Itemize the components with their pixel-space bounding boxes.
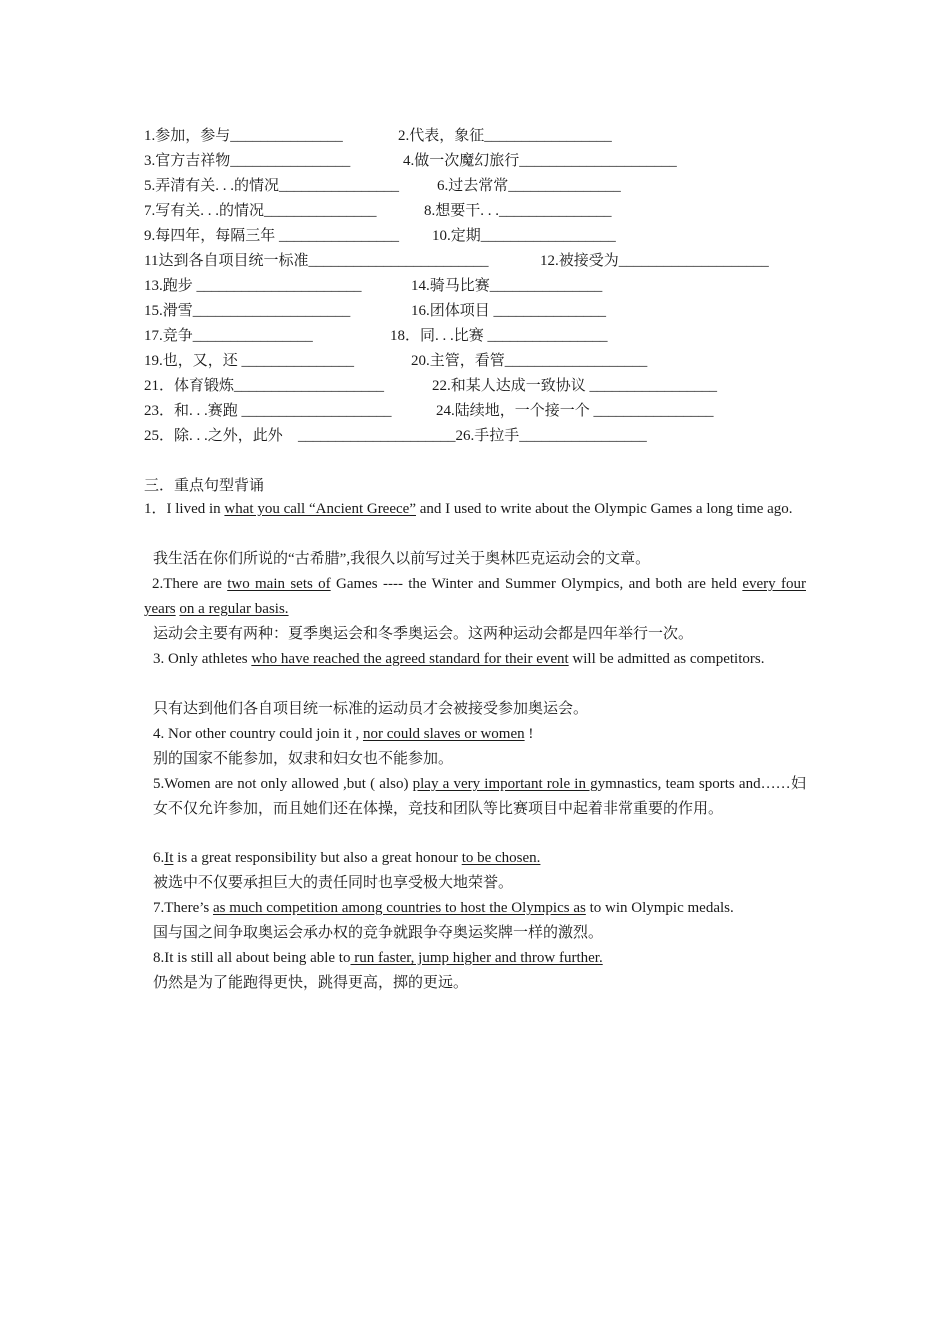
vocab-item: 20.主管，看管___________________ (411, 353, 648, 369)
vocab-item: 22.和某人达成一致协议 _________________ (432, 378, 718, 394)
vocab-item: _____________________26.手拉手_________________ (298, 428, 647, 444)
sentence-text: is a great responsibility but also a great honour (173, 850, 462, 866)
sentence-text: 3. Only athletes (153, 651, 252, 667)
vocab-item: 9.每四年，每隔三年 ________________ (144, 228, 400, 244)
underlined-phrase: to be chosen. (461, 850, 541, 866)
translation-8: 仍然是为了能跑得更快，跳得更高，掷的更远。 (153, 975, 469, 991)
vocab-item: 15.滑雪_____________________ (144, 303, 351, 319)
underlined-phrase: two main sets of (227, 576, 331, 592)
vocab-item: 5.弄清有关. . .的情况________________ (144, 178, 400, 194)
sentence-text: 7.There’s (153, 900, 213, 916)
underlined-phrase: every four years (144, 576, 806, 617)
translation-2: 运动会主要有两种：夏季奥运会和冬季奥运会。这两种运动会都是四年举行一次。 (153, 626, 694, 642)
translation-4: 别的国家不能参加，奴隶和妇女也不能参加。 (153, 751, 454, 767)
vocab-item: 21．体育锻炼____________________ (144, 378, 385, 394)
vocab-item: 7.写有关. . .的情况_______________ (144, 203, 377, 219)
translation-3: 只有达到他们各自项目统一标准的运动员才会被接受参加奥运会。 (153, 701, 589, 717)
sentence-text: 2.There are (152, 576, 228, 592)
sentence-1 (144, 497, 806, 522)
sentence-text: will be admitted as competitors. (568, 651, 765, 667)
vocab-item: 13.跑步 ______________________ (144, 278, 362, 294)
translation-7: 国与国之间争取奥运会承办权的竞争就跟争夺奥运奖牌一样的激烈。 (153, 925, 604, 941)
sentence-7 (153, 896, 813, 921)
sentence-3 (153, 647, 806, 672)
vocab-item: 16.团体项目 _______________ (411, 303, 607, 319)
sentence-text: 1．I lived in (144, 501, 225, 517)
vocab-item: 23．和. . .赛跑 ____________________ (144, 403, 392, 419)
vocab-item: 4.做一次魔幻旅行_____________________ (403, 153, 677, 169)
sentence-text: 5.Women are not only allowed ,but ( also) (153, 776, 413, 792)
sentence-5 (153, 772, 806, 822)
sentence-text: 4. Nor other country could join it , (153, 726, 363, 742)
sentence-text: Games ---- the Winter and Summer Olympics, and both are held (330, 576, 743, 592)
vocab-item: 1.参加，参与_______________ (144, 128, 343, 144)
vocab-item: 6.过去常常_______________ (437, 178, 621, 194)
vocab-item: 18．同. . .比赛 ________________ (390, 328, 608, 344)
underlined-phrase: as much competition among countries to host the Olympics as (212, 900, 586, 916)
underlined-phrase: nor could slaves or women (362, 726, 525, 742)
sentence-4 (153, 722, 815, 747)
sentence-text: and I used to write about the Olympic Games a long time ago. (415, 501, 793, 517)
underlined-phrase: run faster, jump higher and throw further. (350, 950, 603, 966)
vocab-item: 14.骑马比赛_______________ (411, 278, 603, 294)
underlined-phrase: play a very important role in g (412, 776, 598, 792)
sentence-text: 6. (153, 850, 165, 866)
vocab-item: 24.陆续地，一个接一个 ________________ (436, 403, 714, 419)
underlined-phrase: who have reached the agreed standard for their event (251, 651, 569, 667)
sentence-8 (153, 946, 815, 971)
underlined-phrase: on a regular basis. (179, 601, 289, 617)
sentence-6 (153, 846, 815, 871)
translation-1: 我生活在你们所说的“古希腊”,我很久以前写过关于奥林匹克运动会的文章。 (153, 551, 651, 567)
vocab-item: 12.被接受为____________________ (540, 253, 769, 269)
section-title: 三．重点句型背诵 (144, 478, 265, 494)
vocab-item: 2.代表，象征_________________ (398, 128, 612, 144)
underlined-phrase: It (164, 850, 174, 866)
vocab-item: 17.竞争________________ (144, 328, 313, 344)
underlined-phrase: what you call “Ancient Greece” (224, 501, 416, 517)
vocab-item: 3.官方吉祥物________________ (144, 153, 351, 169)
sentence-text: 8.It is still all about being able to (153, 950, 351, 966)
vocab-item: 25．除. . .之外，此外 (144, 428, 283, 444)
vocab-item: 10.定期__________________ (432, 228, 616, 244)
vocab-item: 11达到各自项目统一标准________________________ (144, 253, 489, 269)
translation-6: 被选中不仅要承担巨大的责任同时也享受极大地荣誉。 (153, 875, 514, 891)
sentence-text: ymnastics, team sports and……妇女不仅允许参加，而且她们还在体操，竞技和团队等比赛项目中起着非常重要的作用。 (153, 776, 806, 817)
sentence-2 (144, 572, 806, 622)
sentence-text: ! (524, 726, 534, 742)
vocab-item: 19.也，又，还 _______________ (144, 353, 355, 369)
sentence-text: to win Olympic medals. (585, 900, 734, 916)
vocab-item: 8.想要干. . ._______________ (424, 203, 612, 219)
